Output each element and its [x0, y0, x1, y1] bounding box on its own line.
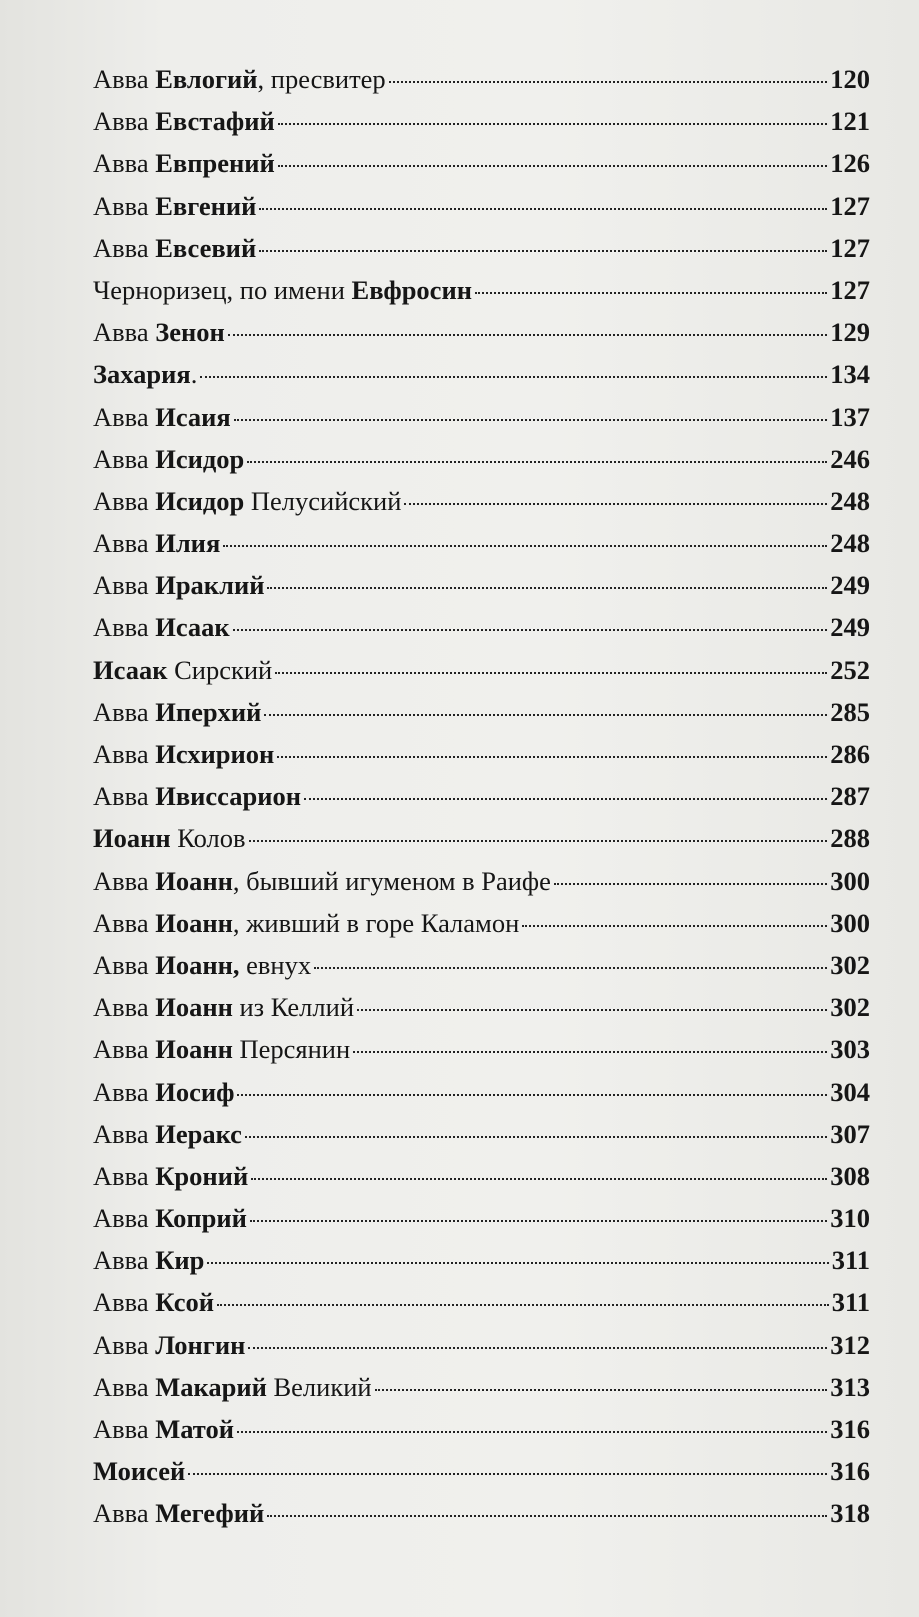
- dot-leader: [267, 587, 827, 589]
- entry-name: Ираклий: [155, 570, 265, 601]
- dot-leader: [188, 1473, 827, 1475]
- entry-title: [93, 142, 275, 184]
- entry-name: Зенон: [155, 317, 225, 348]
- entry-title: [93, 1155, 248, 1197]
- dot-leader: [228, 334, 828, 336]
- toc-entry: [93, 480, 870, 522]
- toc-entry: [93, 227, 870, 269]
- entry-prefix: Авва: [93, 1329, 156, 1360]
- entry-name: Иоанн,: [155, 949, 240, 980]
- dot-leader: [522, 925, 827, 927]
- page-number: 302: [830, 949, 870, 980]
- entry-title: [93, 606, 230, 648]
- dot-leader: [249, 840, 828, 842]
- entry-prefix: Авва: [93, 1076, 156, 1107]
- page-number: 313: [830, 1371, 870, 1402]
- entry-prefix: Авва: [93, 696, 156, 727]
- entry-prefix: Авва: [93, 1034, 156, 1065]
- dot-leader: [267, 1515, 827, 1517]
- entry-title: [93, 269, 472, 311]
- toc-entry: [93, 1450, 870, 1492]
- dot-leader: [304, 798, 827, 800]
- page-number: 303: [830, 1034, 870, 1065]
- toc-entry: [93, 902, 870, 944]
- entry-suffix: Великий: [266, 1371, 372, 1402]
- entry-prefix: Авва: [93, 992, 156, 1023]
- entry-title: [93, 353, 197, 395]
- entry-name: Иоанн: [155, 992, 233, 1023]
- page-number: 127: [830, 232, 870, 263]
- entry-name: Илия: [155, 528, 221, 559]
- entry-prefix: Авва: [93, 570, 156, 601]
- entry-name: Иоанн: [93, 823, 171, 854]
- entry-name: Захария: [93, 359, 191, 390]
- entry-prefix: Черноризец, по имени: [93, 274, 352, 305]
- page-number: 318: [830, 1498, 870, 1529]
- entry-name: Евсевий: [155, 232, 257, 263]
- entry-title: [93, 522, 220, 564]
- toc-entry: [93, 58, 870, 100]
- entry-name: Ивиссарион: [155, 781, 302, 812]
- toc-entry: [93, 860, 870, 902]
- entry-title: [93, 185, 256, 227]
- entry-name: Иеракс: [155, 1118, 242, 1149]
- entry-suffix: , бывший игуменом в Раифе: [232, 865, 551, 896]
- entry-prefix: Авва: [93, 64, 156, 94]
- entry-title: [93, 396, 231, 438]
- toc-entry: [93, 1197, 870, 1239]
- dot-leader: [389, 81, 828, 83]
- entry-suffix: .: [190, 359, 198, 390]
- entry-title: [93, 1028, 350, 1070]
- dot-leader: [217, 1304, 829, 1306]
- toc-entry: [93, 944, 870, 986]
- entry-title: [93, 860, 551, 902]
- entry-prefix: Авва: [93, 528, 156, 559]
- entry-prefix: Авва: [93, 1371, 156, 1402]
- dot-leader: [233, 629, 828, 631]
- entry-name: Исаия: [155, 401, 231, 432]
- entry-title: [93, 944, 311, 986]
- toc-entry: [93, 1239, 870, 1281]
- page-number: 120: [830, 64, 870, 94]
- entry-prefix: Авва: [93, 443, 156, 474]
- toc-entry: [93, 522, 870, 564]
- entry-prefix: Авва: [93, 1160, 156, 1191]
- entry-title: [93, 817, 246, 859]
- entry-title: [93, 1324, 245, 1366]
- toc-entry: [93, 1071, 870, 1113]
- entry-title: [93, 1450, 185, 1492]
- page-number: 311: [831, 1245, 870, 1276]
- entry-title: [93, 1071, 234, 1113]
- entry-name: Евстафий: [155, 106, 275, 137]
- entry-prefix: Авва: [93, 317, 156, 348]
- toc-entry: [93, 649, 870, 691]
- entry-prefix: Авва: [93, 106, 156, 137]
- entry-name: Кроний: [155, 1160, 249, 1191]
- entry-title: [93, 1239, 204, 1281]
- entry-suffix: , живший в горе Каламон: [232, 907, 520, 938]
- entry-title: [93, 227, 256, 269]
- toc-entry: [93, 775, 870, 817]
- entry-name: Коприй: [155, 1203, 247, 1234]
- entry-prefix: Авва: [93, 781, 156, 812]
- page-number: 248: [830, 528, 870, 559]
- toc-entry: [93, 986, 870, 1028]
- page-number: 307: [830, 1118, 870, 1149]
- entry-prefix: Авва: [93, 485, 156, 516]
- dot-leader: [207, 1262, 828, 1264]
- entry-name: Иоанн: [155, 907, 233, 938]
- dot-leader: [554, 883, 827, 885]
- page-number: 127: [830, 274, 870, 305]
- toc-entry: [93, 1281, 870, 1323]
- entry-name: Евпрений: [155, 148, 275, 179]
- entry-prefix: Авва: [93, 1287, 156, 1318]
- page-number: 285: [830, 696, 870, 727]
- dot-leader: [264, 714, 827, 716]
- page-number: 287: [830, 781, 870, 812]
- dot-leader: [275, 672, 827, 674]
- entry-title: [93, 100, 275, 142]
- dot-leader: [250, 1220, 827, 1222]
- table-of-contents: [93, 58, 870, 1535]
- toc-entry: [93, 1492, 870, 1534]
- entry-name: Иперхий: [155, 696, 262, 727]
- dot-leader: [248, 1347, 827, 1349]
- entry-title: [93, 58, 386, 100]
- page-number: 300: [830, 865, 870, 896]
- entry-name: Исаак: [93, 654, 168, 685]
- entry-name: Евфросин: [351, 274, 472, 305]
- page-number: 137: [830, 401, 870, 432]
- entry-title: [93, 438, 244, 480]
- entry-name: Кир: [155, 1245, 205, 1276]
- page-number: 134: [830, 359, 870, 390]
- entry-title: [93, 775, 301, 817]
- entry-suffix: Сирский: [167, 654, 273, 685]
- entry-title: [93, 902, 519, 944]
- entry-suffix: из Келлий: [232, 992, 354, 1023]
- toc-entry: [93, 269, 870, 311]
- entry-prefix: Авва: [93, 401, 156, 432]
- dot-leader: [237, 1431, 827, 1433]
- entry-suffix: , пресвитер: [257, 64, 386, 94]
- entry-title: [93, 564, 264, 606]
- dot-leader: [353, 1051, 827, 1053]
- page-number: 308: [830, 1160, 870, 1191]
- dot-leader: [259, 208, 827, 210]
- entry-title: [93, 1113, 242, 1155]
- entry-name: Иосиф: [155, 1076, 235, 1107]
- dot-leader: [237, 1094, 827, 1096]
- entry-name: Лонгин: [155, 1329, 246, 1360]
- entry-name: Исхирион: [155, 739, 275, 769]
- page-number: 127: [830, 190, 870, 221]
- toc-entry: [93, 438, 870, 480]
- toc-entry: [93, 564, 870, 606]
- entry-prefix: Авва: [93, 148, 156, 179]
- dot-leader: [475, 292, 827, 294]
- entry-prefix: Авва: [93, 739, 156, 769]
- dot-leader: [234, 419, 827, 421]
- entry-name: Исаак: [155, 612, 230, 643]
- entry-name: Исидор: [155, 443, 245, 474]
- entry-prefix: Авва: [93, 1498, 156, 1529]
- page-number: 252: [830, 654, 870, 685]
- entry-prefix: Авва: [93, 612, 156, 643]
- entry-title: [93, 986, 354, 1028]
- toc-entry: [93, 1155, 870, 1197]
- entry-title: [93, 691, 261, 733]
- entry-name: Иоанн: [155, 1034, 233, 1065]
- page-number: 310: [830, 1203, 870, 1234]
- entry-title: [93, 480, 401, 522]
- entry-prefix: Авва: [93, 949, 156, 980]
- entry-title: [93, 1408, 234, 1450]
- entry-prefix: Авва: [93, 1245, 156, 1276]
- entry-name: Моисей: [93, 1456, 186, 1487]
- page-number: 286: [830, 739, 870, 769]
- entry-title: [93, 1281, 214, 1323]
- entry-name: Исидор: [155, 485, 245, 516]
- dot-leader: [375, 1389, 828, 1391]
- toc-entry: [93, 733, 870, 775]
- page-number: 126: [830, 148, 870, 179]
- entry-prefix: Авва: [93, 865, 156, 896]
- entry-prefix: Авва: [93, 190, 156, 221]
- page-number: 304: [830, 1076, 870, 1107]
- page-number: 302: [830, 992, 870, 1023]
- page-number: 246: [830, 443, 870, 474]
- dot-leader: [278, 165, 827, 167]
- entry-suffix: Колов: [170, 823, 246, 854]
- toc-entry: [93, 142, 870, 184]
- entry-prefix: Авва: [93, 232, 156, 263]
- toc-entry: [93, 691, 870, 733]
- page-number: 312: [830, 1329, 870, 1360]
- page-number: 249: [830, 570, 870, 601]
- entry-prefix: Авва: [93, 1203, 156, 1234]
- dot-leader: [245, 1136, 827, 1138]
- page-number: 248: [830, 485, 870, 516]
- dot-leader: [200, 376, 827, 378]
- entry-name: Мегефий: [155, 1498, 265, 1529]
- entry-name: Евгений: [155, 190, 257, 221]
- entry-prefix: Авва: [93, 907, 156, 938]
- page-number: 249: [830, 612, 870, 643]
- page-number: 288: [830, 823, 870, 854]
- dot-leader: [314, 967, 827, 969]
- toc-entry: [93, 353, 870, 395]
- toc-entry: [93, 100, 870, 142]
- entry-suffix: Персянин: [232, 1034, 351, 1065]
- toc-entry: [93, 1366, 870, 1408]
- toc-entry: [93, 185, 870, 227]
- dot-leader: [247, 461, 827, 463]
- dot-leader: [404, 503, 827, 505]
- toc-entry: [93, 817, 870, 859]
- dot-leader: [277, 756, 827, 758]
- dot-leader: [223, 545, 827, 547]
- entry-title: [93, 311, 225, 353]
- entry-name: Матой: [155, 1414, 234, 1444]
- dot-leader: [278, 123, 828, 125]
- page-number: 121: [830, 106, 870, 137]
- entry-prefix: Авва: [93, 1414, 156, 1444]
- dot-leader: [357, 1009, 827, 1011]
- entry-title: [93, 1366, 372, 1408]
- toc-entry: [93, 1408, 870, 1450]
- entry-suffix: евнух: [239, 949, 312, 980]
- toc-entry: [93, 311, 870, 353]
- toc-entry: [93, 606, 870, 648]
- entry-name: Макарий: [155, 1371, 267, 1402]
- toc-entry: [93, 396, 870, 438]
- toc-entry: [93, 1113, 870, 1155]
- entry-name: Иоанн: [155, 865, 233, 896]
- page-number: 311: [831, 1287, 870, 1318]
- page-number: 316: [830, 1414, 870, 1444]
- dot-leader: [259, 250, 827, 252]
- entry-suffix: Пелусийский: [244, 485, 402, 516]
- dot-leader: [251, 1178, 827, 1180]
- page-number: 129: [830, 317, 870, 348]
- entry-prefix: Авва: [93, 1118, 156, 1149]
- entry-name: Евлогий: [155, 64, 258, 94]
- entry-title: [93, 1197, 247, 1239]
- entry-title: [93, 649, 272, 691]
- entry-title: [93, 1492, 264, 1534]
- toc-entry: [93, 1028, 870, 1070]
- entry-name: Ксой: [155, 1287, 215, 1318]
- toc-entry: [93, 1324, 870, 1366]
- page-number: 316: [830, 1456, 870, 1487]
- entry-title: [93, 733, 274, 775]
- page-number: 300: [830, 907, 870, 938]
